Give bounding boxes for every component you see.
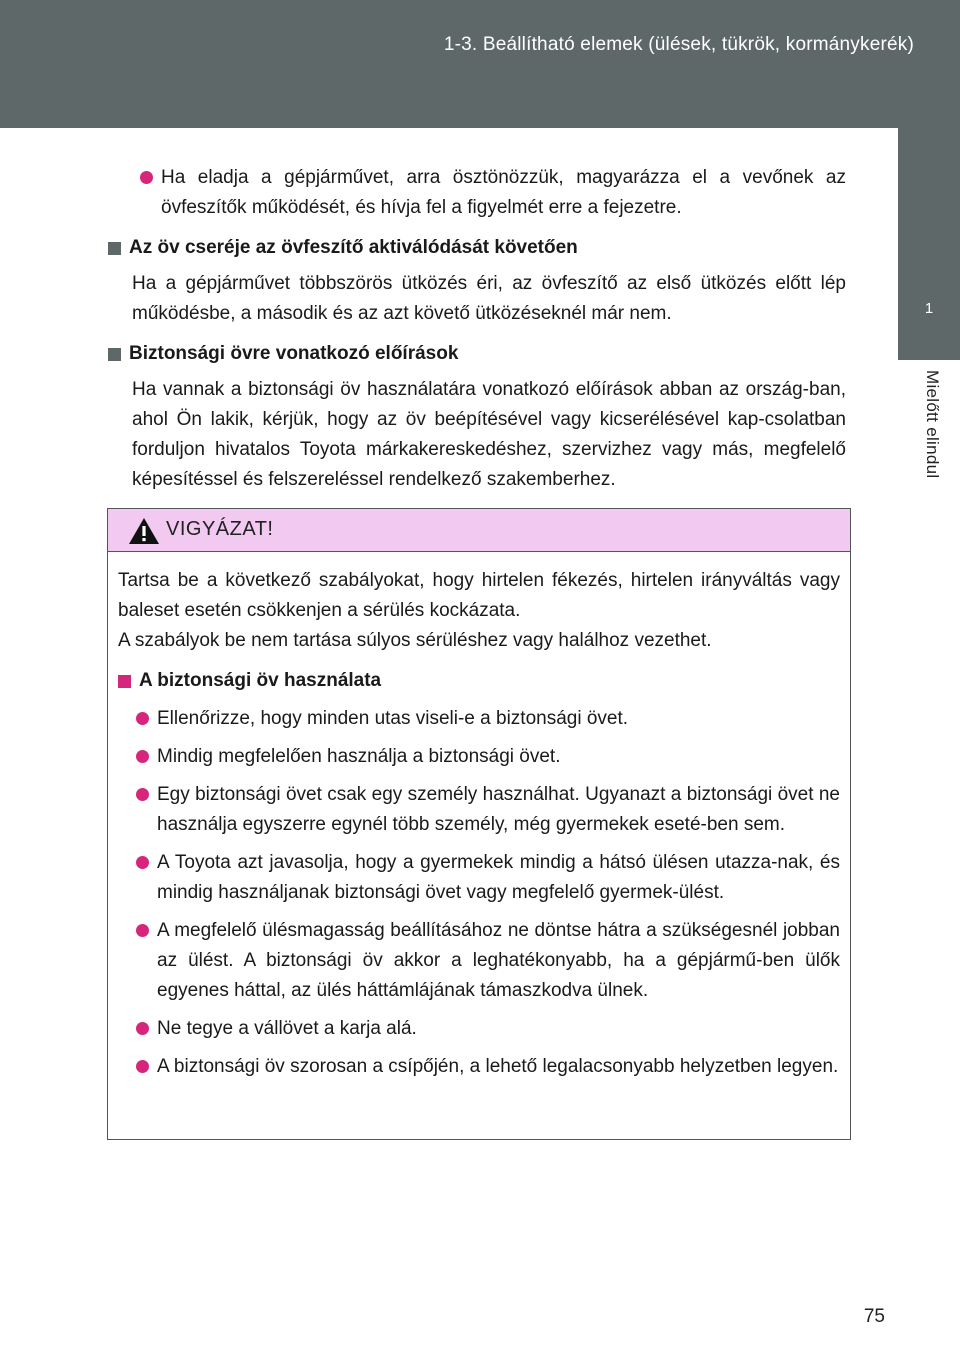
header-bar: [0, 0, 960, 128]
page-number: 75: [863, 1306, 885, 1327]
caution-heading: [118, 666, 840, 696]
bullet-icon: [136, 750, 149, 763]
list-item: [118, 1052, 840, 1082]
bullet-text: A megfelelő ülésmagasság beállításához ne döntse hátra a szükségesnél jobban az ülést. A biztonsági öv akkor a leghatékonyabb, ha a gépjármű-ben ülők egyenes háttal, az ülés háttámlájának támaszkodva ülnek.: [157, 920, 840, 1001]
bullet-icon: [136, 788, 149, 801]
list-item: [108, 163, 846, 223]
bullet-icon: [140, 171, 153, 184]
bullet-text: Mindig megfelelően használja a biztonsági övet.: [157, 746, 561, 767]
list-item: [118, 916, 840, 1006]
list-item: [118, 742, 840, 772]
bullet-text: Ne tegye a vállövet a karja alá.: [157, 1018, 417, 1039]
bullet-text: Egy biztonsági övet csak egy személy használhat. Ugyanazt a biztonsági övet ne használja egyszerre egynél több személy, még gyermekek eseté-ben sem.: [157, 784, 840, 835]
caution-header: [108, 509, 850, 552]
square-bullet-icon: [118, 675, 131, 688]
section-body: Ha vannak a biztonsági öv használatára vonatkozó előírások abban az ország-ban, ahol Ön lakik, kérjük, hogy az öv beépítésével vagy kicserélésével kap-csolatban forduljon hivatalos Toyota márkakereskedéshez, szervizhez vagy más, megfelelő képesítéssel és felszereléssel rendelkező szakemberhez.: [132, 379, 846, 490]
bullet-text: Ellenőrizze, hogy minden utas viseli-e a biztonsági övet.: [157, 708, 629, 729]
square-bullet-icon: [108, 242, 121, 255]
section-heading-text: Az öv cseréje az övfeszítő aktiválódását követően: [129, 237, 578, 258]
caution-body: [108, 552, 850, 1082]
bullet-icon: [136, 1060, 149, 1073]
bullet-text: Ha eladja a gépjárművet, arra ösztönözzük, magyarázza el a vevőnek az övfeszítők működését, és hívja fel a figyelmét erre a fejezetre.: [161, 167, 846, 218]
main-content: [108, 163, 846, 505]
section-title: 1-3. Beállítható elemek (ülések, tükrök, kormánykerék): [443, 34, 914, 55]
section-body: Ha a gépjárművet többszörös ütközés éri, az övfeszítő az első ütközés előtt lép működésbe, a második és az azt követő ütközéseknél már nem.: [132, 273, 846, 324]
bullet-icon: [136, 712, 149, 725]
chapter-tab: [898, 128, 960, 360]
section-heading: [108, 339, 846, 369]
caution-intro: [118, 566, 840, 656]
bullet-text: A Toyota azt javasolja, hogy a gyermekek mindig a hátsó ülésen utazza-nak, és mindig használjanak biztonsági övet vagy megfelelő gyermek-ülést.: [157, 852, 840, 903]
caution-box: [107, 508, 851, 1140]
list-item: [118, 704, 840, 734]
caution-intro-line: A szabályok be nem tartása súlyos sérüléshez vagy halálhoz vezethet.: [118, 630, 712, 651]
bullet-icon: [136, 1022, 149, 1035]
caution-intro-line: Tartsa be a következő szabályokat, hogy hirtelen fékezés, hirtelen irányváltás vagy baleset esetén csökkenjen a sérülés kockázata.: [118, 570, 840, 621]
caution-title: VIGYÁZAT!: [166, 518, 274, 540]
bullet-text: A biztonsági öv szorosan a csípőjén, a lehető legalacsonyabb helyzetben legyen.: [157, 1056, 839, 1077]
section-heading: [108, 233, 846, 263]
bullet-icon: [136, 924, 149, 937]
square-bullet-icon: [108, 348, 121, 361]
chapter-number: 1: [924, 300, 934, 317]
list-item: [118, 1014, 840, 1044]
bullet-icon: [136, 856, 149, 869]
caution-heading-text: A biztonsági öv használata: [139, 670, 382, 691]
list-item: [118, 848, 840, 908]
warning-icon: [128, 517, 160, 545]
list-item: [118, 780, 840, 840]
chapter-label: Mielőtt elindul: [923, 370, 942, 479]
section-heading-text: Biztonsági övre vonatkozó előírások: [129, 343, 459, 364]
